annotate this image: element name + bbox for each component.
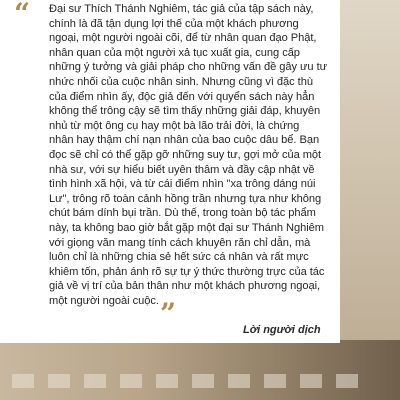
quote-line: chút bám dính bụi trần. Dù thế, trong toàn bộ tác phẩm	[49, 207, 316, 220]
film-perforation	[300, 374, 322, 388]
quote-line: tình hình xã hội, và từ cái điểm nhìn "xa trông dáng núi	[49, 178, 316, 191]
film-perforation	[48, 374, 70, 388]
quote-line: nhân hay thậm chí nạn nhân của bao cuộc dâu bể. Bạn	[49, 134, 320, 147]
background-photo-strip-bottom	[0, 340, 400, 400]
film-perforation	[192, 374, 214, 388]
film-perforation	[228, 374, 250, 388]
film-perforation	[84, 374, 106, 388]
quote-line: nhức nhối của cuộc nhân sinh. Nhưng cũng vì đặc thù	[49, 75, 313, 88]
quote-line: Lư", trông rõ toàn cảnh hồng trần nhưng tựa như không	[49, 192, 322, 205]
quote-line: đọc sẽ chỉ có thể gặp gỡ những suy tư, gợi mở của một	[49, 148, 322, 161]
quote-line: này, ta không bao giờ bắt gặp một đại sư Thánh Nghiêm	[49, 221, 324, 234]
quote-line: khiêm tốn, phản ánh rõ sự tự ý thức thường trực của tác	[49, 265, 325, 278]
quote-line: không thể trông cậy sẽ tìm thấy những giải đáp, khuyên	[49, 105, 321, 118]
attribution: Lời người dịch	[243, 324, 321, 336]
quote-line: những ý tưởng và giải pháp cho những vấn đề gây ưu tư	[49, 61, 327, 74]
film-perforation	[336, 374, 358, 388]
quote-line: nhà sư, với sự hiểu biết uyên thâm và đầy cập nhật về	[49, 163, 315, 176]
quote-line: nhủ từ một ông cụ hay một bà lão trải đời, là chứng	[49, 119, 300, 132]
quote-line: của điểm nhìn ấy, độc giả đến với quyển sách này hẳn	[49, 90, 315, 103]
quote-line: ngoại, một người ngoài cõi, để từ nhân quan đạo Phật,	[49, 32, 317, 45]
film-perforation	[12, 374, 34, 388]
quote-line: Đại sư Thích Thánh Nghiêm, tác giả của tập sách này,	[49, 3, 314, 15]
film-perforations	[12, 374, 358, 388]
film-perforation	[156, 374, 178, 388]
quote-line: giả về vị trí của bản thân như một khách phương ngoại,	[49, 280, 321, 293]
film-perforation	[264, 374, 286, 388]
film-perforation	[120, 374, 142, 388]
quote-body	[49, 2, 339, 308]
quote-line: một người ngoài cuộc.	[49, 294, 159, 307]
quote-line: luôn chỉ là những chia sẻ hết sức cá nhân và rất mực	[49, 251, 309, 264]
quote-line: chính là đã tận dụng lợi thế của một khách phương	[49, 17, 299, 30]
close-quote-icon: ”	[160, 297, 177, 330]
quote-line: nhân quan của một người xả tục xuất gia, cung cấp	[49, 46, 300, 59]
open-quote-icon: “	[14, 0, 31, 30]
quote-line: với giọng văn mang tính cách khuyên răn chỉ dẫn, mà	[49, 236, 311, 249]
